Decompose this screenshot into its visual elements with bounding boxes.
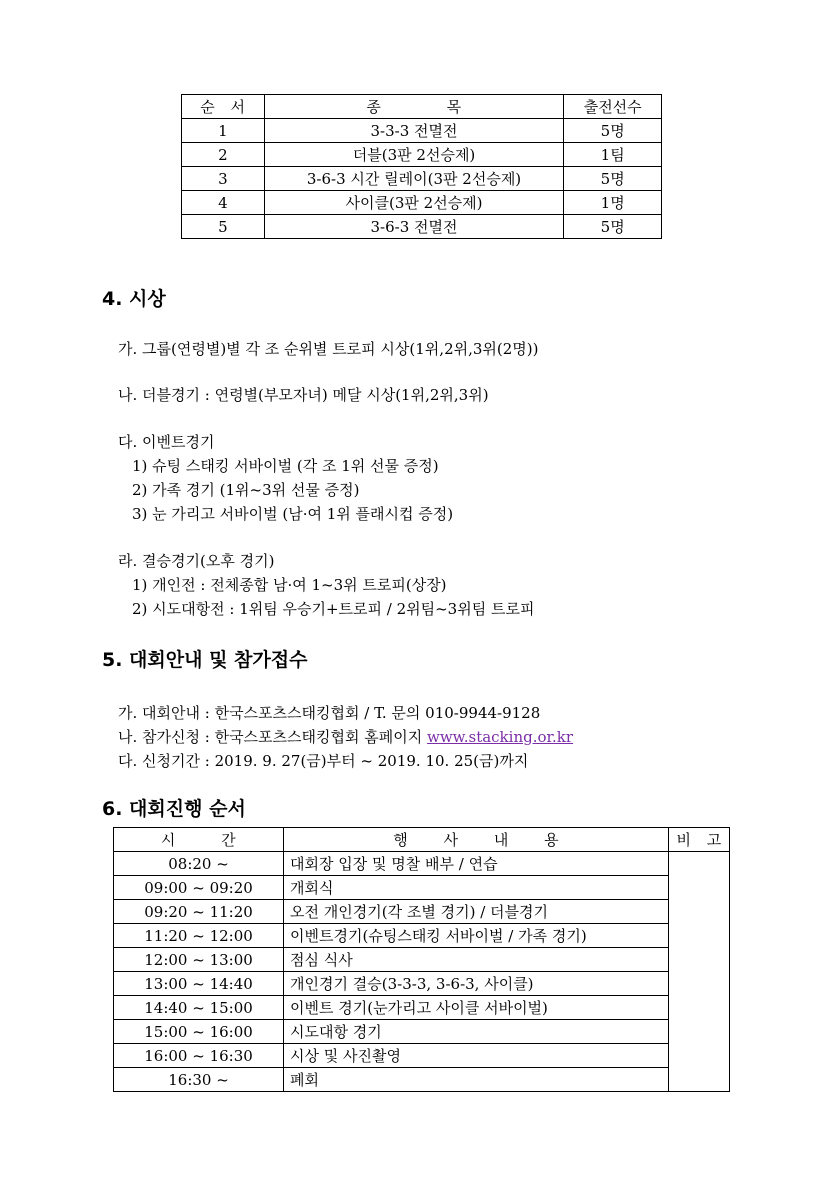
event-no: 5 [182, 215, 265, 239]
schedule-desc: 점심 식사 [284, 948, 669, 972]
table-row [114, 972, 730, 996]
table-row [114, 1068, 730, 1092]
event-name: 사이클(3판 2선승제) [264, 191, 564, 215]
event-players: 1팀 [564, 143, 662, 167]
table-row [114, 876, 730, 900]
schedule-time: 09:00 ~ 09:20 [114, 876, 284, 900]
schedule-desc: 이벤트 경기(눈가리고 사이클 서바이벌) [284, 996, 669, 1020]
award-event-item-2: 2) 가족 경기 (1위~3위 선물 증정) [132, 481, 360, 499]
schedule-note [669, 852, 730, 1092]
events-table-header [182, 95, 662, 119]
award-final-item-1: 1) 개인전 : 전체종합 남·여 1~3위 트로피(상장) [132, 576, 447, 594]
header-note: 비 고 [669, 828, 730, 852]
event-name: 3-6-3 전멸전 [264, 215, 564, 239]
event-name: 3-3-3 전멸전 [264, 119, 564, 143]
section-4-title: 4. 시상 [102, 288, 166, 310]
table-row [114, 948, 730, 972]
section-6-title: 6. 대회진행 순서 [102, 798, 246, 820]
event-players: 5명 [564, 215, 662, 239]
schedule-desc: 오전 개인경기(각 조별 경기) / 더블경기 [284, 900, 669, 924]
award-double-line: 나. 더블경기 : 연령별(부모자녀) 메달 시상(1위,2위,3위) [118, 386, 489, 404]
event-name: 3-6-3 시간 릴레이(3판 2선승제) [264, 167, 564, 191]
event-no: 4 [182, 191, 265, 215]
award-final-item-2: 2) 시도대항전 : 1위팀 우승기+트로피 / 2위팀~3위팀 트로피 [132, 600, 535, 618]
info-register-line [118, 726, 573, 747]
header-event: 종 목 [264, 95, 564, 119]
schedule-time: 14:40 ~ 15:00 [114, 996, 284, 1020]
award-event-heading: 다. 이벤트경기 [118, 433, 215, 451]
table-row [182, 143, 662, 167]
table-row [114, 996, 730, 1020]
award-final-heading: 라. 결승경기(오후 경기) [118, 552, 275, 570]
table-row [182, 119, 662, 143]
award-event-item-3: 3) 눈 가리고 서바이벌 (남·여 1위 플래시컵 증정) [132, 505, 454, 523]
table-row [114, 900, 730, 924]
event-no: 3 [182, 167, 265, 191]
homepage-link[interactable]: www.stacking.or.kr [426, 728, 574, 746]
event-no: 2 [182, 143, 265, 167]
info-contact-line: 가. 대회안내 : 한국스포츠스태킹협회 / T. 문의 010-9944-9128 [118, 704, 541, 722]
schedule-desc: 대회장 입장 및 명찰 배부 / 연습 [284, 852, 669, 876]
header-players: 출전선수 [564, 95, 662, 119]
schedule-time: 16:00 ~ 16:30 [114, 1044, 284, 1068]
schedule-table [113, 827, 730, 1092]
schedule-time: 09:20 ~ 11:20 [114, 900, 284, 924]
register-label: 나. 참가신청 : 한국스포츠스태킹협회 홈페이지 [118, 728, 427, 746]
table-row [114, 924, 730, 948]
table-row [114, 1020, 730, 1044]
event-no: 1 [182, 119, 265, 143]
event-players: 1명 [564, 191, 662, 215]
schedule-time: 13:00 ~ 14:40 [114, 972, 284, 996]
schedule-time: 12:00 ~ 13:00 [114, 948, 284, 972]
schedule-time: 11:20 ~ 12:00 [114, 924, 284, 948]
table-row [182, 215, 662, 239]
table-row [114, 1044, 730, 1068]
section-5-title: 5. 대회안내 및 참가접수 [102, 649, 308, 671]
schedule-desc: 개회식 [284, 876, 669, 900]
events-table [181, 94, 662, 239]
award-group-line: 가. 그룹(연령별)별 각 조 순위별 트로피 시상(1위,2위,3위(2명)) [118, 340, 539, 358]
schedule-desc: 시상 및 사진촬영 [284, 1044, 669, 1068]
schedule-time: 16:30 ~ [114, 1068, 284, 1092]
table-row [182, 167, 662, 191]
header-order: 순 서 [182, 95, 265, 119]
schedule-desc: 개인경기 결승(3-3-3, 3-6-3, 사이클) [284, 972, 669, 996]
info-period-line: 다. 신청기간 : 2019. 9. 27(금)부터 ~ 2019. 10. 25(금)까지 [118, 752, 529, 770]
schedule-desc: 이벤트경기(슈팅스태킹 서바이벌 / 가족 경기) [284, 924, 669, 948]
award-event-item-1: 1) 슈팅 스태킹 서바이벌 (각 조 1위 선물 증정) [132, 457, 439, 475]
header-content: 행 사 내 용 [284, 828, 669, 852]
schedule-table-header [114, 828, 730, 852]
header-time: 시 간 [114, 828, 284, 852]
event-players: 5명 [564, 167, 662, 191]
event-players: 5명 [564, 119, 662, 143]
schedule-time: 15:00 ~ 16:00 [114, 1020, 284, 1044]
schedule-desc: 폐회 [284, 1068, 669, 1092]
schedule-desc: 시도대항 경기 [284, 1020, 669, 1044]
table-row [114, 852, 730, 876]
event-name: 더블(3판 2선승제) [264, 143, 564, 167]
table-row [182, 191, 662, 215]
schedule-time: 08:20 ~ [114, 852, 284, 876]
